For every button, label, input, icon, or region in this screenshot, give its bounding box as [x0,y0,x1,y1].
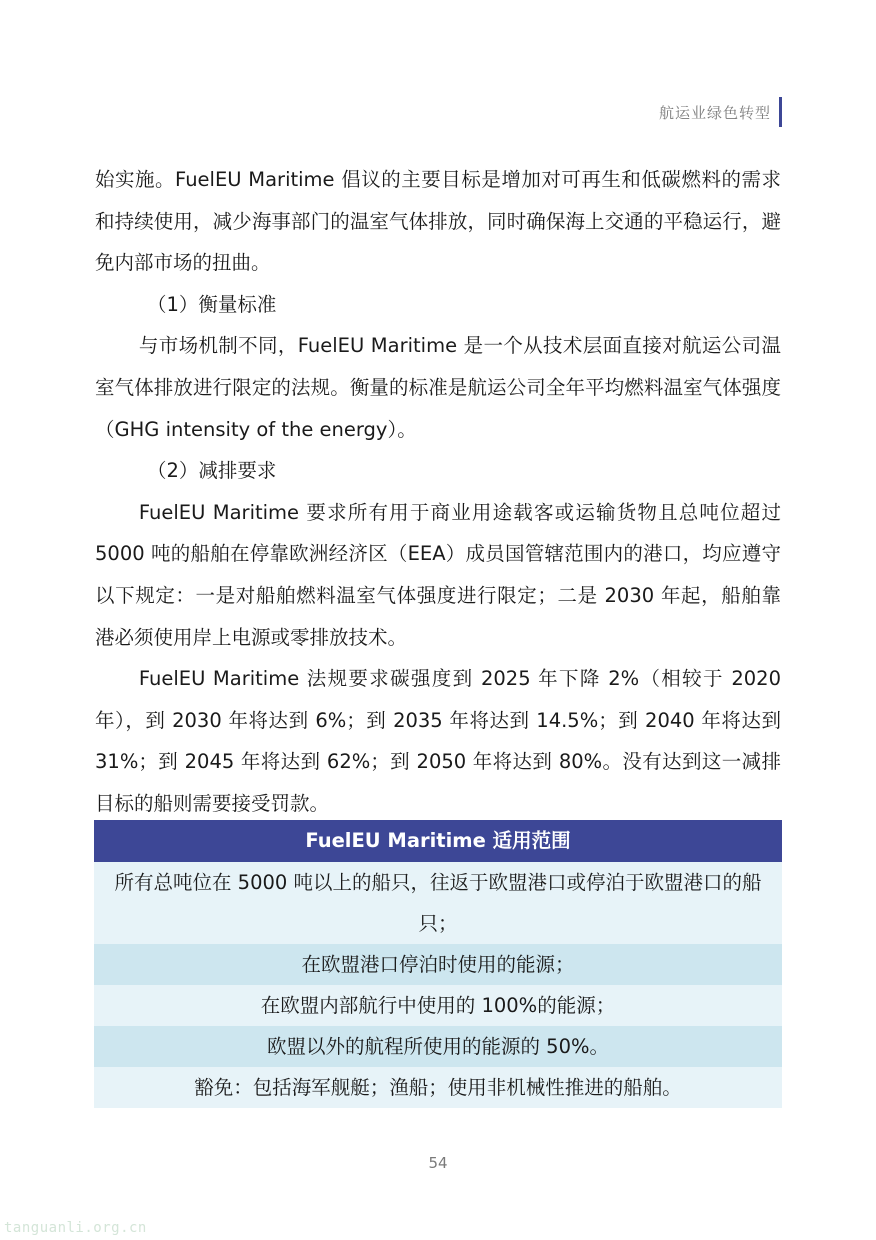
subheading-measurement-standard: （1）衡量标准 [147,292,277,316]
table-row: 在欧盟内部航行中使用的 100%的能源； [94,985,782,1026]
running-title: 航运业绿色转型 [658,103,771,122]
scope-table [94,820,782,1108]
table-row: 在欧盟港口停泊时使用的能源； [94,944,782,985]
table-row: 所有总吨位在 5000 吨以上的船只，往返于欧盟港口或停泊于欧盟港口的船只； [94,862,782,944]
body-text [95,159,781,825]
paragraph-targets: FuelEU Maritime 法规要求碳强度到 2025 年下降 2%（相较于 2020 年），到 2030 年将达到 6%；到 2035 年将达到 14.5%；到 2040 年将达到 31%；到 2045 年将达到 62%；到 2050 年将达到 80%。没有达到这一减排目标的船则需要接受罚款。 [95,667,781,815]
table-row: 豁免：包括海军舰艇；渔船；使用非机械性推进的船舶。 [94,1067,782,1108]
running-header [659,97,782,127]
header-accent-bar [779,97,782,127]
paragraph-requirements: FuelEU Maritime 要求所有用于商业用途载客或运输货物且总吨位超过 5000 吨的船舶在停靠欧洲经济区（EEA）成员国管辖范围内的港口，均应遵守以下规定：一是对船舶燃料温室气体强度进行限定；二是 2030 年起，船舶靠港必须使用岸上电源或零排放技术。 [95,500,781,649]
subheading-emission-requirements: （2）减排要求 [147,459,277,483]
table-row: 欧盟以外的航程所使用的能源的 50%。 [94,1026,782,1067]
page-number: 54 [428,1154,448,1172]
scope-table-title: FuelEU Maritime 适用范围 [94,820,782,862]
paragraph-measurement: 与市场机制不同，FuelEU Maritime 是一个从技术层面直接对航运公司温室气体排放进行限定的法规。衡量的标准是航运公司全年平均燃料温室气体强度（GHG intensity of the energy）。 [95,334,781,441]
paragraph-continuation: 始实施。FuelEU Maritime 倡议的主要目标是增加对可再生和低碳燃料的需求和持续使用，减少海事部门的温室气体排放，同时确保海上交通的平稳运行，避免内部市场的扭曲。 [95,168,781,275]
watermark: tanguanli.org.cn [4,1220,147,1236]
